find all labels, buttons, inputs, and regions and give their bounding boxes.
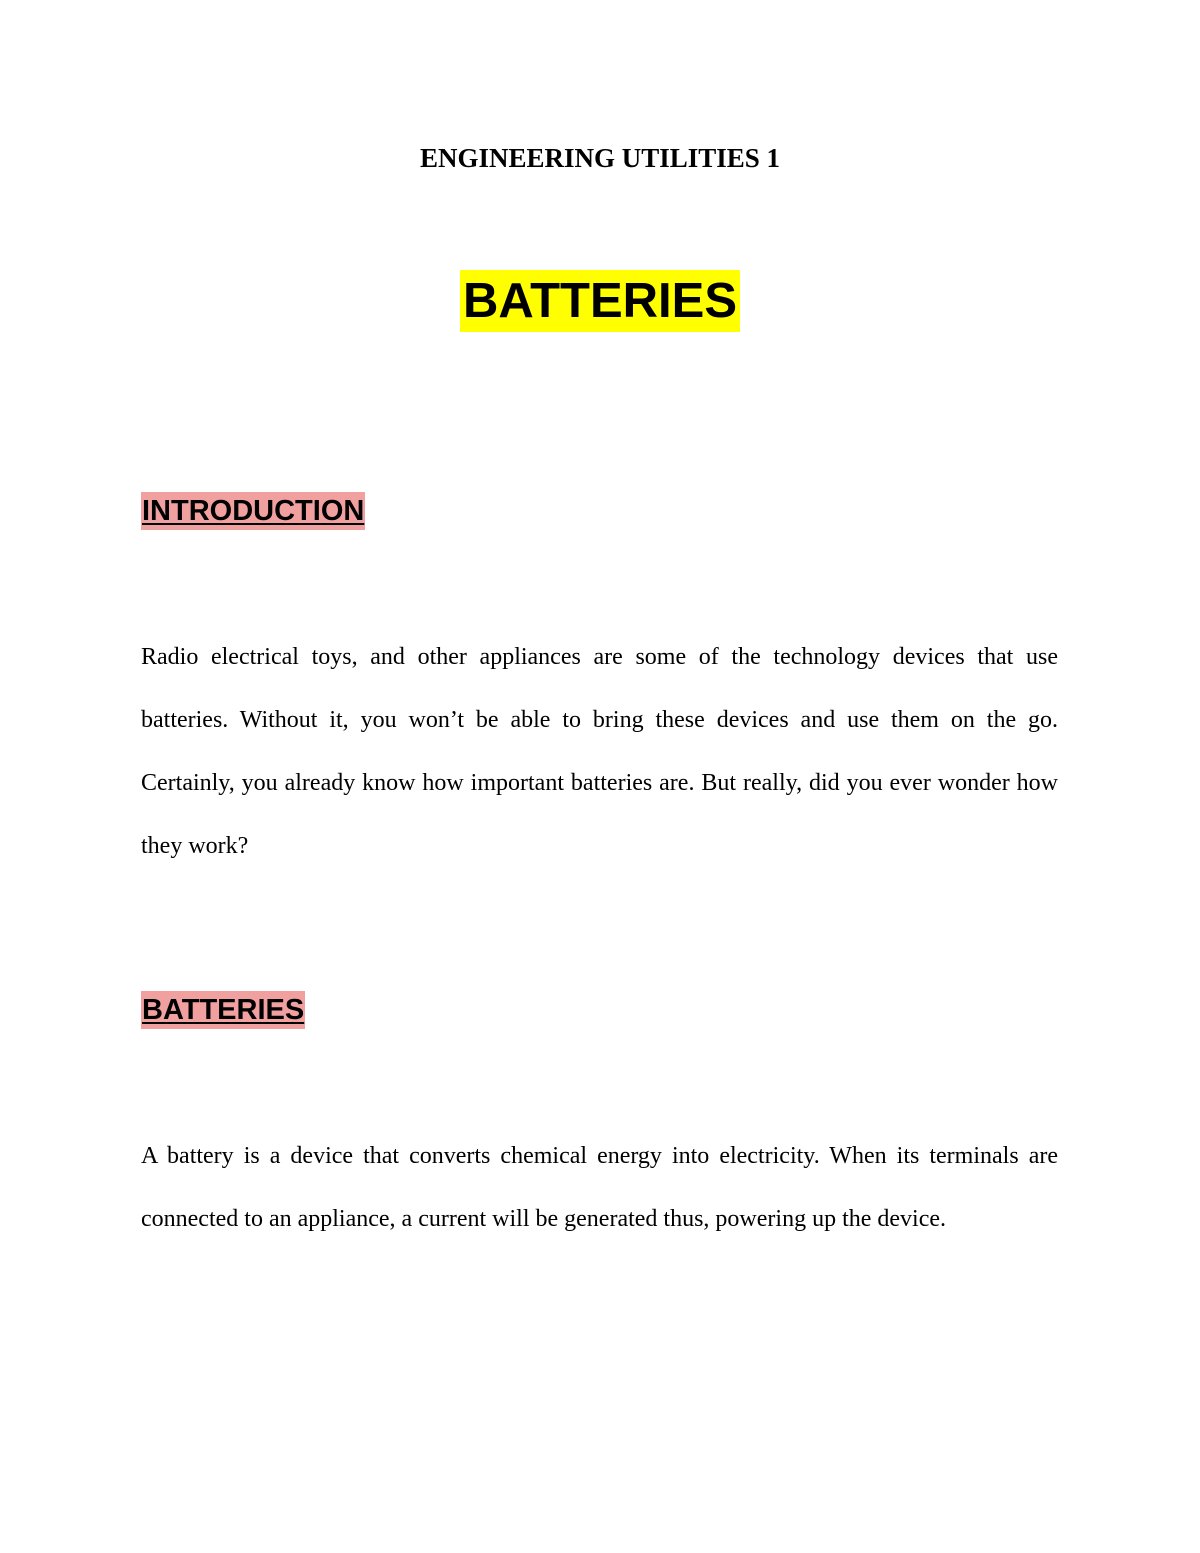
section-heading-introduction: INTRODUCTION bbox=[141, 492, 365, 530]
main-title: BATTERIES bbox=[460, 270, 740, 332]
main-title-container bbox=[0, 270, 1200, 332]
section-heading-batteries: BATTERIES bbox=[141, 991, 305, 1029]
course-title: ENGINEERING UTILITIES 1 bbox=[419, 143, 781, 173]
paragraph-batteries: A battery is a device that converts chemical energy into electricity. When its terminals are connected to an appliance, a current will be generated thus, powering up the device. bbox=[141, 1143, 1058, 1232]
paragraph-introduction: Radio electrical toys, and other appliances are some of the technology devices that use batteries. Without it, you won’t be able to bring these devices and use them on the go. Certainly, you already know how important batteries are. But really, did you ever wonder how they work? bbox=[141, 644, 1058, 859]
